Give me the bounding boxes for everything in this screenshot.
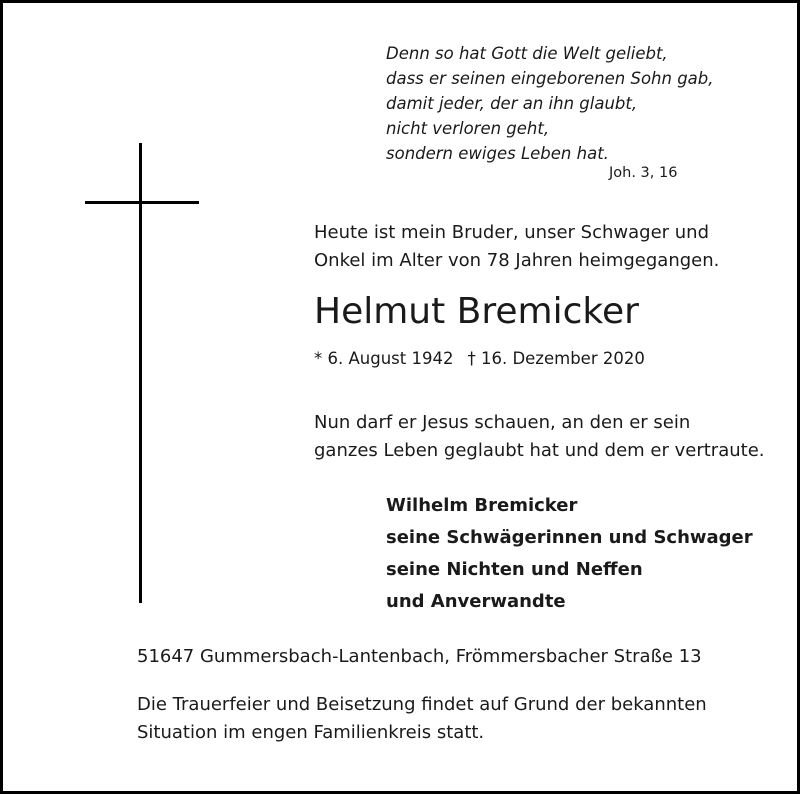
intro-line-1: Heute ist mein Bruder, unser Schwager und [314, 222, 710, 243]
address: 51647 Gummersbach-Lantenbach, Frömmersbacher Straße 13 [137, 646, 702, 667]
death-date: † 16. Dezember 2020 [467, 349, 645, 368]
mourner-item: seine Schwägerinnen und Schwager [386, 527, 753, 548]
verse-line-2: dass er seinen eingeborenen Sohn gab, [386, 69, 714, 88]
life-dates [314, 347, 645, 371]
intro-line-2: Onkel im Alter von 78 Jahren heimgegangen. [314, 250, 720, 271]
verse-reference: Joh. 3, 16 [609, 165, 678, 181]
verse-line-3: damit jeder, der an ihn glaubt, [386, 94, 638, 113]
verse-line-5: sondern ewiges Leben hat. [386, 144, 609, 163]
faith-line-2: ganzes Leben geglaubt hat und dem er vertraute. [314, 440, 765, 461]
notice-line-2: Situation im engen Familienkreis statt. [137, 722, 485, 743]
cross-icon-crossbar [85, 201, 199, 204]
intro-text [314, 219, 719, 275]
faith-text [314, 409, 764, 465]
cross-icon [139, 143, 142, 603]
notice-line-1: Die Trauerfeier und Beisetzung findet auf Grund der bekannten [137, 694, 707, 715]
mourner-item: seine Nichten und Neffen [386, 559, 643, 580]
mourner-item: und Anverwandte [386, 591, 566, 612]
verse-line-4: nicht verloren geht, [386, 119, 550, 138]
birth-date: * 6. August 1942 [314, 349, 454, 368]
bible-verse [386, 41, 714, 181]
funeral-notice [137, 691, 707, 747]
mourners-list [386, 490, 753, 618]
faith-line-1: Nun darf er Jesus schauen, an den er sein [314, 412, 691, 433]
mourner-item: Wilhelm Bremicker [386, 495, 578, 516]
verse-line-1: Denn so hat Gott die Welt geliebt, [386, 44, 668, 63]
deceased-name: Helmut Bremicker [314, 291, 639, 332]
